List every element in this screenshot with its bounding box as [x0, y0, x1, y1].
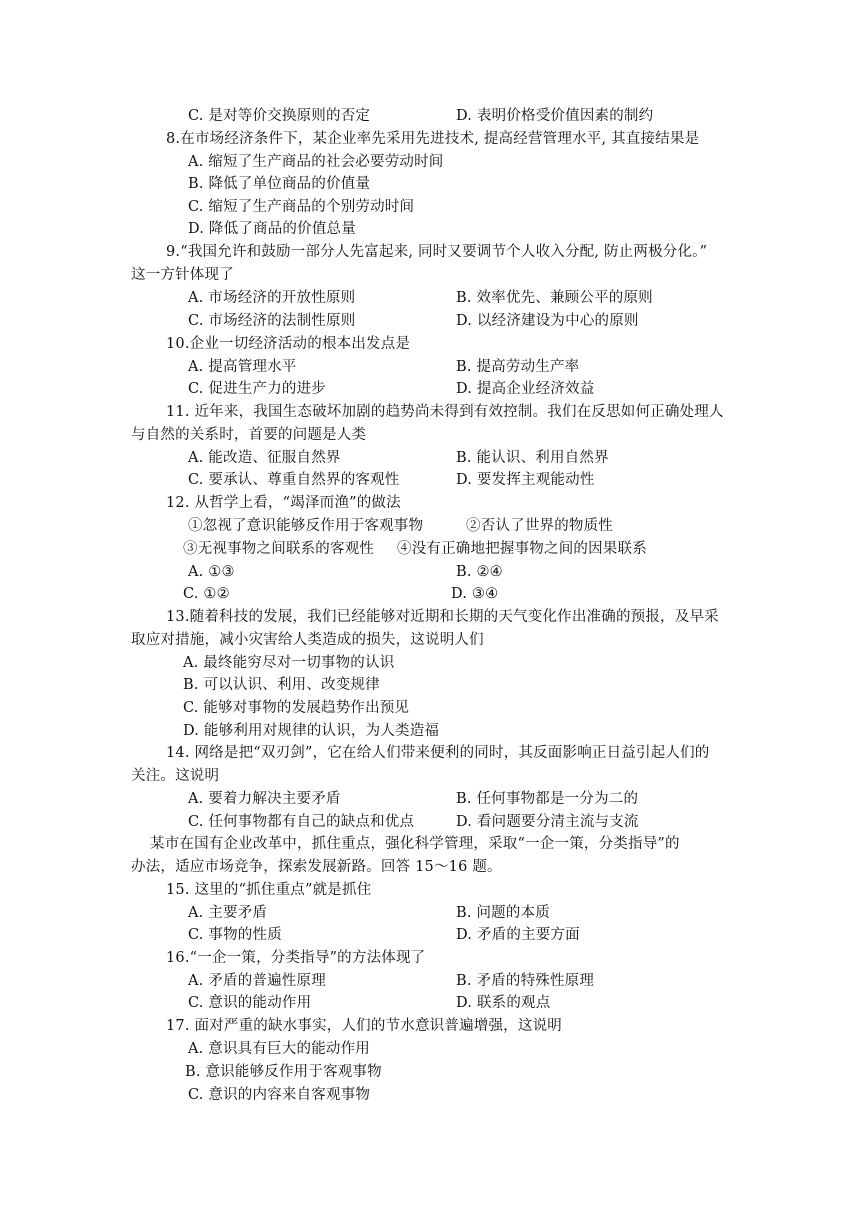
- q9-option-b: B. 效率优先、兼顾公平的原则: [456, 290, 653, 306]
- q13-option-a: A. 最终能穷尽对一切事物的认识: [183, 655, 395, 671]
- q16-stem: 16.“一企一策，分类指导”的方法体现了: [166, 950, 426, 966]
- q8-option-d: D. 降低了商品的价值总量: [188, 221, 356, 237]
- q8-option-c: C. 缩短了生产商品的个别劳动时间: [188, 199, 415, 215]
- q12-option-a: A. ①③: [188, 564, 235, 580]
- q15-option-a: A. 主要矛盾: [188, 905, 268, 921]
- q11-option-b: B. 能认识、利用自然界: [456, 450, 609, 466]
- q13-stem-line1: 13.随着科技的发展，我们已经能够对近期和长期的天气变化作出准确的预报，及早采: [166, 609, 719, 625]
- q10-option-a: A. 提高管理水平: [188, 359, 297, 375]
- q15-option-b: B. 问题的本质: [456, 905, 550, 921]
- q14-option-d: D. 看问题要分清主流与支流: [456, 814, 639, 830]
- q14-option-a: A. 要着力解决主要矛盾: [188, 791, 341, 807]
- q10-option-b: B. 提高劳动生产率: [456, 359, 580, 375]
- q12-option-c: C. ①②: [183, 586, 230, 602]
- q13-option-c: C. 能够对事物的发展趋势作出预见: [183, 700, 410, 716]
- q7-option-d: D. 表明价格受价值因素的制约: [456, 108, 654, 124]
- q11-option-d: D. 要发挥主观能动性: [456, 472, 595, 488]
- q11-option-a: A. 能改造、征服自然界: [188, 450, 341, 466]
- q17-option-b: B. 意识能够反作用于客观事物: [185, 1064, 382, 1080]
- q12-option-d: D. ③④: [451, 586, 499, 602]
- q12-item-1: ①忽视了意识能够反作用于客观事物: [188, 518, 424, 534]
- q16-option-a: A. 矛盾的普遍性原理: [188, 973, 326, 989]
- q11-stem-line2: 与自然的关系时，首要的问题是人类: [131, 427, 367, 443]
- q8-stem: 8.在市场经济条件下，某企业率先采用先进技术, 提高经营管理水平, 其直接结果是: [166, 131, 700, 147]
- q15-option-d: D. 矛盾的主要方面: [456, 927, 580, 943]
- q10-stem: 10.企业一切经济活动的根本出发点是: [166, 336, 411, 352]
- q8-option-a: A. 缩短了生产商品的社会必要劳动时间: [188, 154, 444, 170]
- passage-line1: 某市在国有企业改革中，抓住重点，强化科学管理，采取“一企一策，分类指导”的: [150, 836, 680, 852]
- q17-option-a: A. 意识具有巨大的能动作用: [188, 1041, 370, 1057]
- q14-option-c: C. 任何事物都有自己的缺点和优点: [188, 814, 415, 830]
- q13-stem-line2: 取应对措施，减小灾害给人类造成的损失，这说明人们: [131, 632, 484, 648]
- q15-option-c: C. 事物的性质: [188, 927, 282, 943]
- q17-stem: 17. 面对严重的缺水事实，人们的节水意识普遍增强，这说明: [166, 1018, 562, 1034]
- q9-stem-line2: 这一方针体现了: [131, 267, 234, 283]
- q7-option-c: C. 是对等价交换原则的否定: [188, 108, 371, 124]
- q9-stem-line1: 9.“我国允许和鼓励一部分人先富起来, 同时又要调节个人收入分配, 防止两极分化。”: [166, 244, 708, 260]
- q12-option-b: B. ②④: [456, 564, 503, 580]
- q12-item-2: ②否认了世界的物质性: [466, 518, 613, 534]
- q14-stem-line2: 关注。这说明: [131, 768, 220, 784]
- q11-option-c: C. 要承认、尊重自然界的客观性: [188, 472, 400, 488]
- q12-stem: 12. 从哲学上看，“竭泽而渔”的做法: [166, 495, 401, 511]
- q16-option-c: C. 意识的能动作用: [188, 995, 312, 1011]
- q14-option-b: B. 任何事物都是一分为二的: [456, 791, 639, 807]
- passage-line2: 办法，适应市场竞争，探索发展新路。回答 15～16 题。: [131, 859, 502, 875]
- q9-option-a: A. 市场经济的开放性原则: [188, 290, 356, 306]
- q11-stem-line1: 11. 近年来，我国生态破坏加剧的趋势尚未得到有效控制。我们在反思如何正确处理人: [166, 404, 724, 420]
- q8-option-b: B. 降低了单位商品的价值量: [188, 176, 371, 192]
- q16-option-b: B. 矛盾的特殊性原理: [456, 973, 595, 989]
- q9-option-d: D. 以经济建设为中心的原则: [456, 313, 639, 329]
- q15-stem: 15. 这里的“抓住重点”就是抓住: [166, 882, 372, 898]
- q13-option-b: B. 可以认识、利用、改变规律: [183, 677, 380, 693]
- q13-option-d: D. 能够利用对规律的认识，为人类造福: [183, 723, 440, 739]
- q14-stem-line1: 14. 网络是把“双刃剑”，它在给人们带来便利的同时，其反面影响正日益引起人们的: [166, 745, 710, 761]
- q9-option-c: C. 市场经济的法制性原则: [188, 313, 356, 329]
- q10-option-c: C. 促进生产力的进步: [188, 381, 326, 397]
- q16-option-d: D. 联系的观点: [456, 995, 551, 1011]
- q12-item-4: ④没有正确地把握事物之间的因果联系: [397, 541, 647, 557]
- q17-option-c: C. 意识的内容来自客观事物: [188, 1087, 371, 1103]
- q12-item-3: ③无视事物之间联系的客观性: [183, 541, 375, 557]
- q10-option-d: D. 提高企业经济效益: [456, 381, 595, 397]
